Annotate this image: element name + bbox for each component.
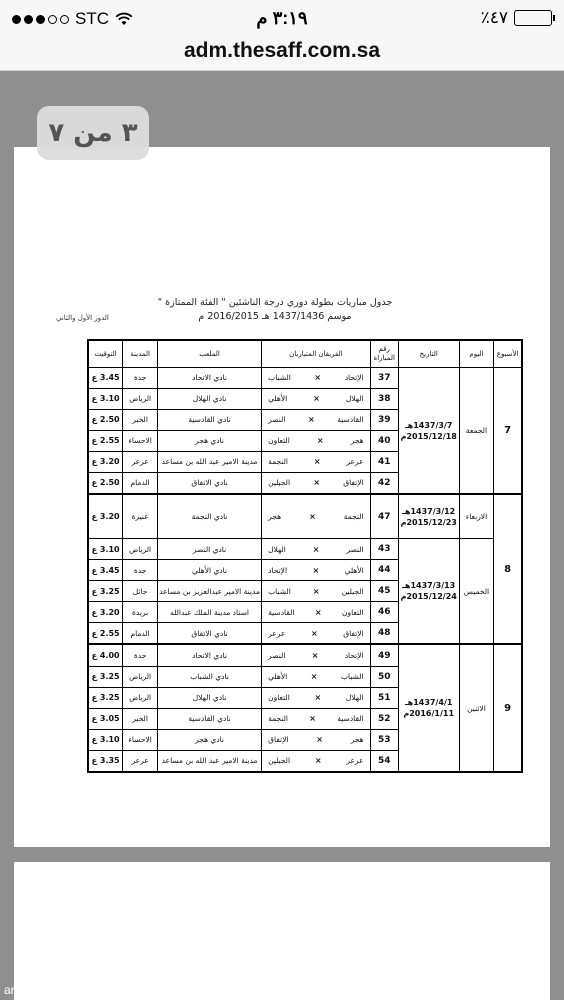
document-round: الدور الأول والثاني bbox=[56, 314, 109, 322]
home-team: هجر bbox=[350, 436, 364, 446]
match-date: 1437/3/7هـ 2015/12/18م bbox=[398, 368, 459, 495]
match-city: الاحساء bbox=[123, 430, 158, 451]
week-number: 8 bbox=[494, 494, 522, 644]
match-stadium: نادي القادسية bbox=[157, 708, 261, 729]
match-city: حائل bbox=[123, 581, 158, 602]
match-city: عنيزة bbox=[123, 494, 158, 539]
day-name: الاثنين bbox=[459, 644, 494, 772]
match-city: الخبر bbox=[123, 409, 158, 430]
away-team: الجبلين bbox=[268, 478, 291, 488]
away-team: التعاون bbox=[268, 693, 290, 703]
match-city: الرياض bbox=[123, 687, 158, 708]
match-stadium: نادي القادسية bbox=[157, 409, 261, 430]
home-team: الإتفاق bbox=[343, 478, 364, 488]
match-stadium: نادي الهلال bbox=[157, 388, 261, 409]
match-city: الدمام bbox=[123, 472, 158, 494]
match-number: 41 bbox=[370, 451, 398, 472]
versus-mark: × bbox=[310, 628, 318, 638]
home-team: الإتحاد bbox=[344, 651, 364, 661]
match-number: 53 bbox=[370, 729, 398, 750]
match-teams bbox=[262, 560, 371, 581]
next-pdf-page bbox=[14, 862, 550, 1000]
page-indicator: ٣ من ٧ bbox=[37, 106, 149, 160]
versus-mark: × bbox=[313, 457, 321, 467]
versus-mark: × bbox=[312, 565, 320, 575]
versus-mark: × bbox=[307, 415, 315, 425]
match-number: 47 bbox=[370, 494, 398, 539]
versus-mark: × bbox=[310, 672, 318, 682]
clock: ٣:١٩ م bbox=[256, 8, 308, 28]
match-stadium: نادي الأهلي bbox=[157, 560, 261, 581]
match-city: جدة bbox=[123, 560, 158, 581]
match-time: 3.25 ع bbox=[88, 687, 123, 708]
watermark: arriyadiyah.com bbox=[4, 983, 89, 997]
match-time: 4.00 ع bbox=[88, 644, 123, 666]
match-city: الرياض bbox=[123, 666, 158, 687]
match-stadium: نادي الاتحاد bbox=[157, 644, 261, 666]
match-stadium: مدينة الامير عبد الله بن مساعد bbox=[157, 750, 261, 772]
match-number: 44 bbox=[370, 560, 398, 581]
match-teams bbox=[262, 388, 371, 409]
header-city: المدينة bbox=[123, 340, 158, 368]
match-stadium: نادي النجمة bbox=[157, 494, 261, 539]
battery-percent: ٪٤٧ bbox=[480, 8, 508, 27]
match-city: الاحساء bbox=[123, 729, 158, 750]
versus-mark: × bbox=[313, 394, 320, 404]
match-city: عرعر bbox=[123, 750, 158, 772]
away-team: النجمة bbox=[268, 714, 288, 724]
table-row bbox=[88, 368, 522, 389]
match-teams bbox=[262, 539, 371, 560]
match-stadium: نادي الاتفاق bbox=[157, 623, 261, 645]
home-team: النجمة bbox=[343, 512, 364, 522]
match-teams bbox=[262, 602, 371, 623]
versus-mark: × bbox=[312, 544, 320, 554]
away-team: النصر bbox=[268, 415, 286, 425]
away-team: الجبلين bbox=[268, 756, 291, 766]
match-teams bbox=[262, 623, 371, 645]
match-number: 54 bbox=[370, 750, 398, 772]
match-city: الخبر bbox=[123, 708, 158, 729]
match-teams bbox=[262, 409, 371, 430]
table-header-row bbox=[88, 340, 522, 368]
match-number: 45 bbox=[370, 581, 398, 602]
match-teams bbox=[262, 494, 371, 539]
match-time: 2.55 ع bbox=[88, 623, 123, 645]
home-team: الإتحاد bbox=[344, 373, 364, 383]
away-team: عرعر bbox=[268, 628, 286, 638]
match-time: 2.50 ع bbox=[88, 409, 123, 430]
home-team: عرعر bbox=[346, 457, 364, 467]
match-date: 1437/3/12هـ 2015/12/23م bbox=[398, 494, 459, 539]
away-team: النصر bbox=[268, 651, 286, 661]
match-stadium: نادي هجر bbox=[157, 430, 261, 451]
match-teams bbox=[262, 729, 371, 750]
match-time: 3.35 ع bbox=[88, 750, 123, 772]
match-city: جدة bbox=[123, 644, 158, 666]
match-teams bbox=[262, 644, 371, 666]
address-bar[interactable] bbox=[0, 36, 564, 71]
match-city: جدة bbox=[123, 368, 158, 389]
match-time: 3.10 ع bbox=[88, 539, 123, 560]
table-row bbox=[88, 644, 522, 666]
day-name: الجمعة bbox=[459, 368, 494, 495]
match-city: الرياض bbox=[123, 388, 158, 409]
home-team: الشباب bbox=[340, 672, 364, 682]
match-number: 40 bbox=[370, 430, 398, 451]
document-title: جدول مباريات بطولة دوري درجة الناشئين " الفئة الممتازة " bbox=[157, 297, 393, 308]
header-date: التاريخ bbox=[398, 340, 459, 368]
match-time: 3.10 ع bbox=[88, 729, 123, 750]
match-date: 1437/4/1هـ 2016/1/11م bbox=[398, 644, 459, 772]
home-team: التعاون bbox=[341, 607, 364, 617]
away-team: القادسية bbox=[268, 607, 295, 617]
away-team: التعاون bbox=[268, 436, 290, 446]
away-team: الشباب bbox=[268, 373, 291, 383]
away-team: الإتفاق bbox=[268, 735, 289, 745]
match-teams bbox=[262, 472, 371, 494]
home-team: الهلال bbox=[345, 693, 364, 703]
home-team: هجر bbox=[350, 735, 364, 745]
match-time: 3.25 ع bbox=[88, 666, 123, 687]
versus-mark: × bbox=[311, 651, 319, 661]
match-time: 3.05 ع bbox=[88, 708, 123, 729]
header-stadium: الملعب bbox=[157, 340, 261, 368]
url-text: adm.thesaff.com.sa bbox=[183, 39, 381, 62]
away-team: النجمة bbox=[268, 457, 288, 467]
match-number: 48 bbox=[370, 623, 398, 645]
match-time: 3.10 ع bbox=[88, 388, 123, 409]
match-time: 3.20 ع bbox=[88, 602, 123, 623]
versus-mark: × bbox=[314, 607, 322, 617]
status-bar bbox=[0, 0, 564, 36]
match-number: 52 bbox=[370, 708, 398, 729]
document-season: موسم 1437/1436 هـ 2016/2015 م bbox=[198, 311, 352, 322]
match-teams bbox=[262, 368, 371, 389]
battery-icon bbox=[514, 10, 552, 26]
versus-mark: × bbox=[309, 512, 316, 522]
match-number: 50 bbox=[370, 666, 398, 687]
match-city: عرعر bbox=[123, 451, 158, 472]
battery-group bbox=[481, 8, 552, 28]
carrier-name: STC bbox=[75, 9, 109, 28]
versus-mark: × bbox=[314, 756, 322, 766]
header-week: الأسبوع bbox=[494, 340, 522, 368]
header-match-no: رقم المباراة bbox=[370, 340, 398, 368]
match-date: 1437/3/13هـ 2015/12/24م bbox=[398, 539, 459, 645]
match-time: 3.20 ع bbox=[88, 494, 123, 539]
versus-mark: × bbox=[312, 586, 320, 596]
away-team: الأهلي bbox=[268, 394, 288, 404]
away-team: الشباب bbox=[268, 586, 291, 596]
match-teams bbox=[262, 708, 371, 729]
match-time: 3.25 ع bbox=[88, 581, 123, 602]
home-team: عرعر bbox=[346, 756, 364, 766]
match-time: 3.20 ع bbox=[88, 451, 123, 472]
away-team: هجر bbox=[268, 512, 282, 522]
match-number: 49 bbox=[370, 644, 398, 666]
header-teams: الفريقان المتباريان bbox=[262, 340, 371, 368]
match-stadium: نادي الاتحاد bbox=[157, 368, 261, 389]
match-stadium: استاد مدينة الملك عبدالله bbox=[157, 602, 261, 623]
match-teams bbox=[262, 581, 371, 602]
match-number: 51 bbox=[370, 687, 398, 708]
versus-mark: × bbox=[313, 478, 321, 488]
home-team: الإتفاق bbox=[343, 628, 364, 638]
versus-mark: × bbox=[309, 714, 316, 724]
week-number: 9 bbox=[494, 644, 522, 772]
schedule-table bbox=[87, 339, 523, 773]
away-team: الهلال bbox=[268, 544, 286, 554]
home-team: القادسية bbox=[337, 714, 364, 724]
match-teams bbox=[262, 430, 371, 451]
home-team: الجبلين bbox=[341, 586, 364, 596]
match-stadium: نادي الهلال bbox=[157, 687, 261, 708]
match-teams bbox=[262, 750, 371, 772]
home-team: الأهلي bbox=[344, 565, 364, 575]
match-time: 3.45 ع bbox=[88, 560, 123, 581]
match-time: 2.55 ع bbox=[88, 430, 123, 451]
match-stadium: نادي هجر bbox=[157, 729, 261, 750]
header-day: اليوم bbox=[459, 340, 494, 368]
match-stadium: نادي النصر bbox=[157, 539, 261, 560]
match-time: 2.50 ع bbox=[88, 472, 123, 494]
match-stadium: نادي الشباب bbox=[157, 666, 261, 687]
match-stadium: نادي الاتفاق bbox=[157, 472, 261, 494]
away-team: الإتحاد bbox=[268, 565, 288, 575]
match-city: بريدة bbox=[123, 602, 158, 623]
versus-mark: × bbox=[316, 735, 323, 745]
home-team: النصر bbox=[346, 544, 364, 554]
match-teams bbox=[262, 451, 371, 472]
day-name: الاربعاء bbox=[459, 494, 494, 539]
match-number: 42 bbox=[370, 472, 398, 494]
match-city: الدمام bbox=[123, 623, 158, 645]
match-stadium: مدينة الامير عبدالعزيز بن مساعد bbox=[157, 581, 261, 602]
match-time: 3.45 ع bbox=[88, 368, 123, 389]
match-number: 37 bbox=[370, 368, 398, 389]
match-city: الرياض bbox=[123, 539, 158, 560]
match-number: 46 bbox=[370, 602, 398, 623]
versus-mark: × bbox=[316, 436, 324, 446]
header-time: التوقيت bbox=[88, 340, 123, 368]
match-number: 43 bbox=[370, 539, 398, 560]
versus-mark: × bbox=[314, 693, 322, 703]
home-team: القادسية bbox=[337, 415, 364, 425]
week-number: 7 bbox=[494, 368, 522, 495]
day-name: الخميس bbox=[459, 539, 494, 645]
home-team: الهلال bbox=[345, 394, 364, 404]
match-teams bbox=[262, 687, 371, 708]
table-row bbox=[88, 539, 522, 560]
match-stadium: مدينة الامير عبد الله بن مساعد bbox=[157, 451, 261, 472]
table-row bbox=[88, 494, 522, 539]
versus-mark: × bbox=[314, 373, 322, 383]
match-number: 38 bbox=[370, 388, 398, 409]
away-team: الأهلي bbox=[268, 672, 288, 682]
match-teams bbox=[262, 666, 371, 687]
match-number: 39 bbox=[370, 409, 398, 430]
